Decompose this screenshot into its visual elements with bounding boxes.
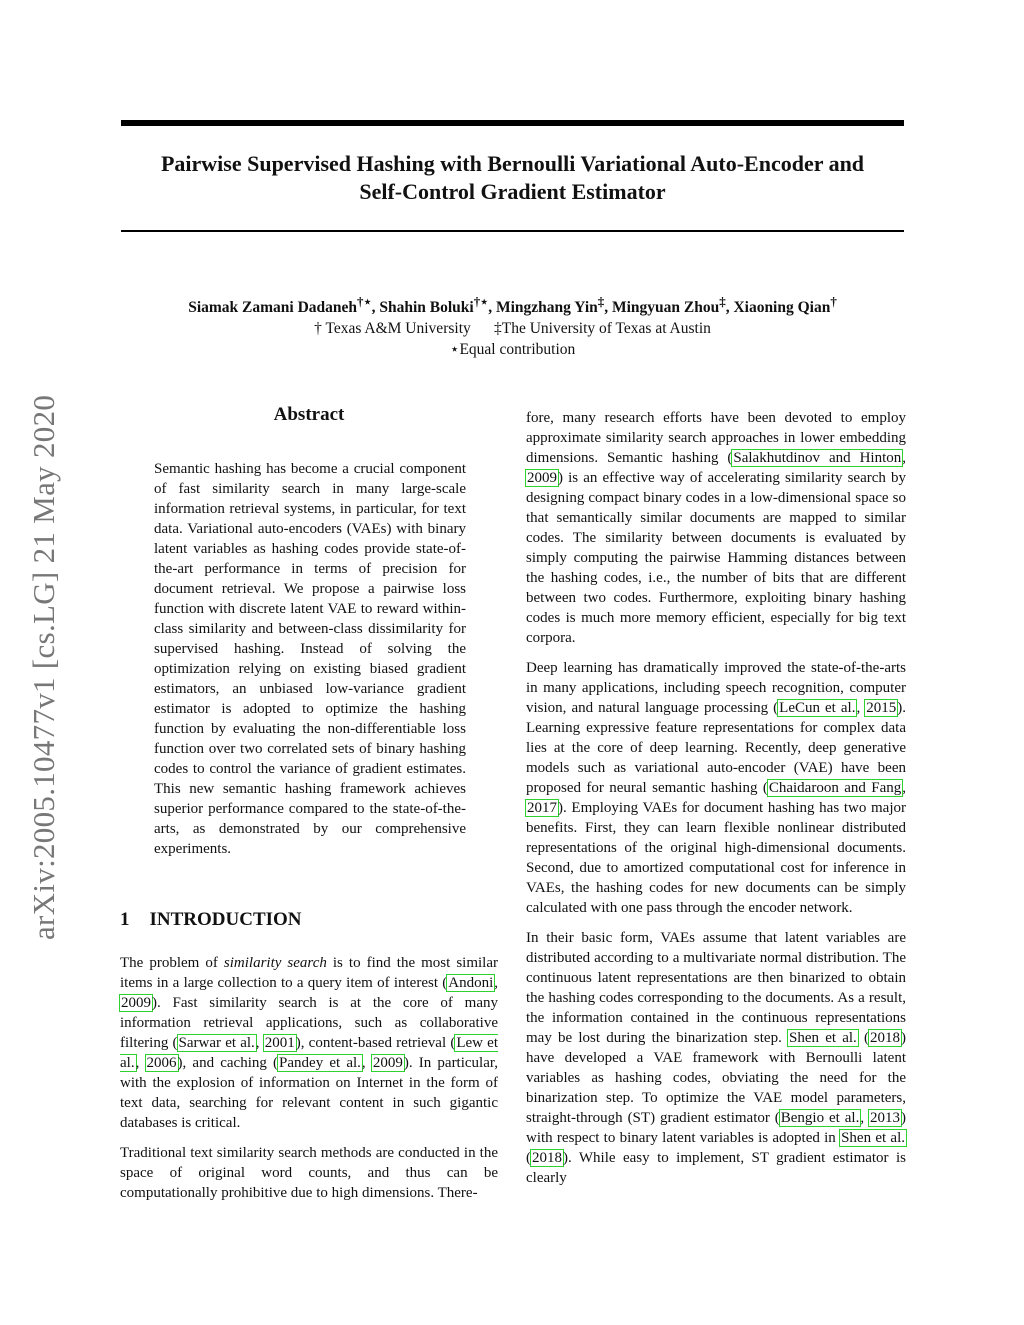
citation-link[interactable]: 2009 [121,995,151,1011]
emphasis-similarity-search: similarity search [223,955,327,971]
abstract-text: Semantic hashing has become a crucial component of fast similarity search in many large-scale information retrieval systems, in particular, for text data. Variational auto-encoders (VAEs) with binary latent variables as hashing codes provide state-of-the-art performance in terms of precision for document retrieval. We propose a pairwise loss function with discrete latent VAE to reward within-class similarity and between-class dissimilarity for supervised hashing. Instead of solving the optimization relying on existing biased gradient estimators, an unbiased low-variance gradient estimator is adopted to optimize the hashing function by evaluating the non-differentiable loss function over two correlated sets of binary hashing codes to control the variance of gradient estimates. This new semantic hashing framework achieves superior performance compared to the state-of-the-arts, as demonstrated by our comprehensive experiments. [154,461,466,857]
affiliation-texas-am: † Texas A&M University [314,320,471,338]
author-mark: †⋆ [473,294,489,309]
title-rule-bottom [121,230,904,232]
section-heading-introduction [120,909,498,931]
intro-paragraph-1: The problem of similarity search is to find the most similar items in a large collection to a query item of interest (Andoni, 2009). Fast similarity search is at the core of many information retrieval applications, such as collaborative filtering (Sarwar et al., 2001), content-based retrieval (Lew et al., 2006), and caching (Pandey et al., 2009). In particular, with the explosion of information on Internet in the form of text data, searching for relevant content in such gigantic databases is critical. [120,955,499,1131]
intro-paragraph-5: In their basic form, VAEs assume that latent variables are distributed according to a multivariate normal distribution. The continuous latent representations are then binarized to obtain the hashing codes corresponding to the documents. As a result, the information contained in the continuous representations may be lost during the binarization step. Shen et al. (2018) have developed a VAE framework with Bernoulli latent variables as hashing codes, obviating the need for the binarization step. To optimize the VAE model parameters, straight-through (ST) gradient estimator (Bengio et al., 2013) with respect to binary latent variables is adopted in Shen et al. (2018). While easy to implement, ST gradient estimator is clearly [526,930,906,1186]
citation-link[interactable]: Salakhutdinov and Hinton [733,450,902,466]
intro-paragraph-4: Deep learning has dramatically improved the state-of-the-arts in many applications, including speech recognition, computer vision, and natural language processing (LeCun et al., 2015). Learning expressive feature representations for complex data lies at the core of deep learning. Recently, deep generative models such as variational auto-encoder (VAE) have been proposed for neural semantic hashing (Chaidaroon and Fang, 2017). Employing VAEs for document hashing has two major benefits. First, they can learn flexible nonlinear distributed representations of the original high-dimensional documents. Second, due to amortized computational cost for inference in VAEs, the hashing codes for new documents can be simply calculated with one pass through the encoder network. [526,660,906,916]
left-column [120,404,498,1213]
citation-link[interactable]: Pandey et al. [279,1055,361,1071]
citation-link[interactable]: 2001 [264,1035,295,1051]
citation-link[interactable]: LeCun et al. [779,700,856,716]
abstract-heading: Abstract [273,404,345,425]
intro-paragraph-2: Traditional text similarity search methods are conducted in the space of original word counts, and thus can be computationally prohibitive due to high dimensions. There- [120,1145,498,1201]
citation-link[interactable]: 2015 [866,700,897,716]
author-name: Siamak Zamani Dadaneh [188,299,358,317]
citation-link[interactable]: 2009 [527,470,557,486]
intro-paragraph-3: fore, many research efforts have been devoted to employ approximate similarity search approaches in lower embedding dimensions. Semantic hashing (Salakhutdinov and Hinton, 2009) is an effective way of accelerating similarity search by designing compact binary codes in a low-dimensional space so that semantically similar documents are mapped to similar codes. The similarity between documents is evaluated by simply computing the pairwise Hamming distances between the hashing codes, i.e., the number of bits that are different between two codes. Furthermore, exploiting binary hashing codes is much more memory efficient, especially for big text corpora. [526,410,906,646]
citation-link[interactable]: Sarwar et al. [178,1035,255,1051]
title-line-2: Self-Control Gradient Estimator [359,179,666,204]
author-mark: ‡ [719,294,726,309]
citation-link[interactable]: Andoni [448,975,494,991]
citation-link[interactable]: 2017 [527,800,557,816]
author-name: Mingyuan Zhou [611,299,720,317]
citation-link[interactable]: Shen et al. [789,1030,857,1046]
citation-link[interactable]: 2018 [870,1030,900,1046]
author-names: Siamak Zamani Dadaneh†⋆, Shahin Boluki†⋆, Mingzhang Yin‡, Mingyuan Zhou‡, Xiaoning Qian† [188,294,837,317]
title-rule-top [121,120,904,126]
citation-link[interactable]: 2006 [146,1055,177,1071]
equal-contribution-note: ⋆Equal contribution [449,341,576,359]
paper-title [121,150,904,206]
arxiv-stamp: arXiv:2005.10477v1 [cs.LG] 21 May 2020 [26,394,61,940]
citation-link[interactable]: Shen et al. [841,1130,905,1146]
right-column [526,408,906,1198]
author-mark: †⋆ [357,294,372,309]
author-name: Shahin Boluki [379,299,474,317]
author-mark: ‡ [597,294,605,309]
citation-link[interactable]: 2018 [532,1150,562,1166]
citation-link[interactable]: Lew et al. [120,1035,498,1071]
citation-link[interactable]: 2009 [372,1055,403,1071]
author-block [121,291,904,360]
section-title: INTRODUCTION [149,909,302,930]
affiliation-ut-austin: ‡The University of Texas at Austin [494,320,711,338]
author-name: Xiaoning Qian [733,299,831,317]
affiliations [121,318,904,339]
citation-link[interactable]: 2013 [870,1110,900,1126]
citation-link[interactable]: Chaidaroon and Fang [768,780,902,796]
author-name: Mingzhang Yin [495,299,598,317]
section-number: 1 [120,909,130,930]
author-mark: † [830,294,837,309]
citation-link[interactable]: Bengio et al. [780,1110,860,1126]
title-line-1: Pairwise Supervised Hashing with Bernoulli Variational Auto-Encoder and [160,151,865,176]
